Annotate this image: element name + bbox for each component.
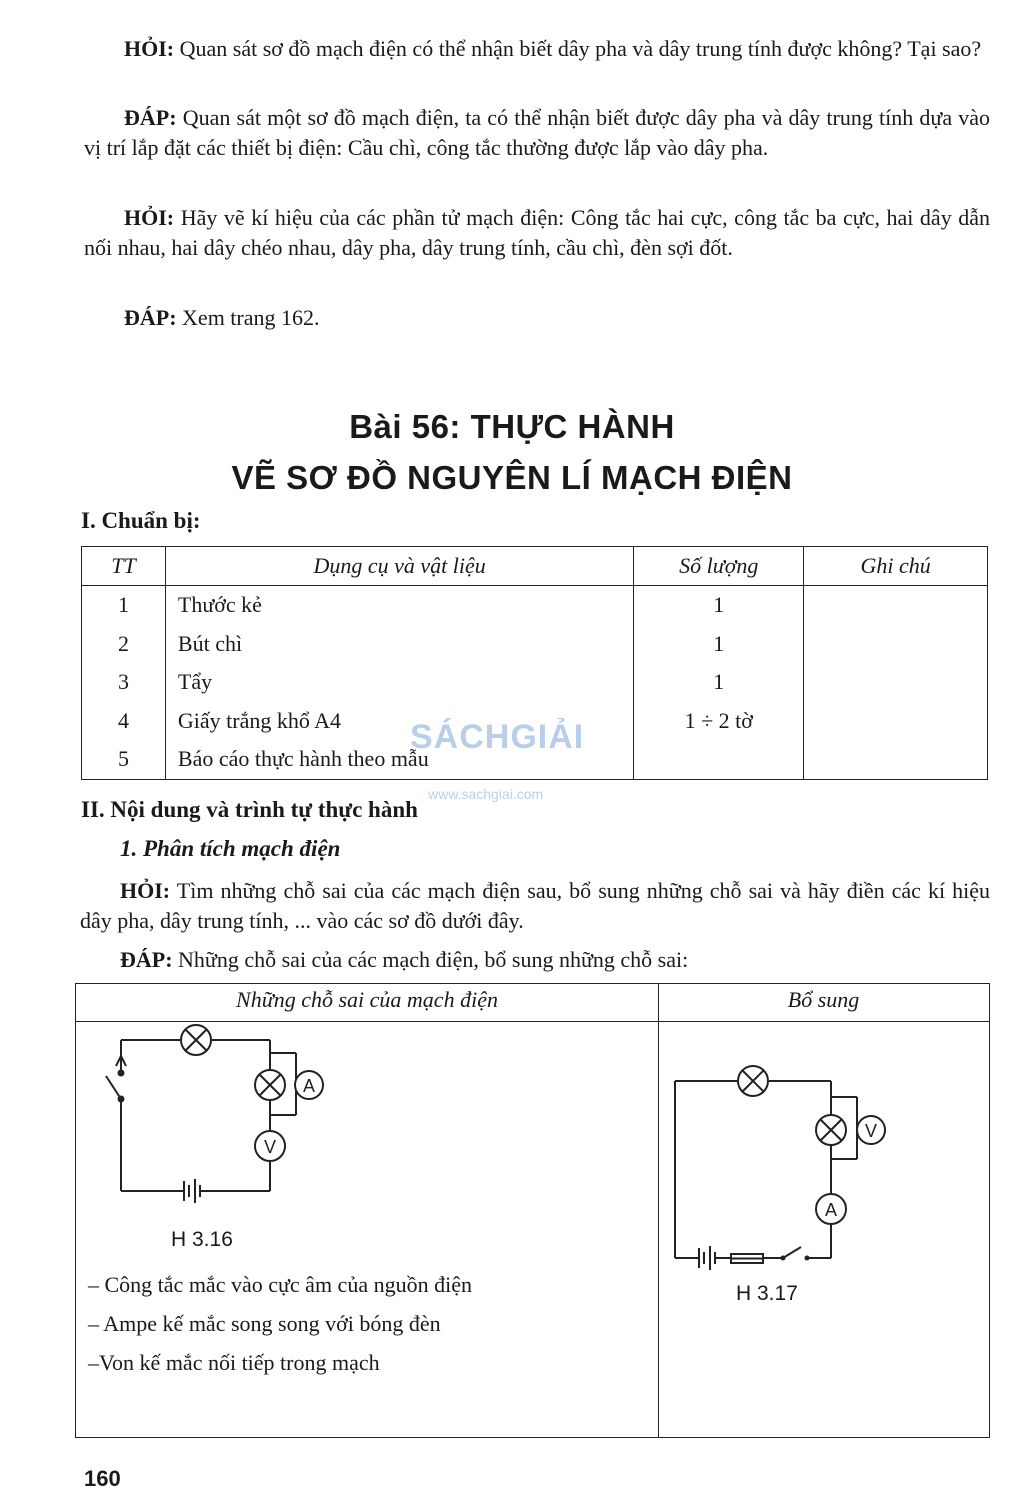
qa-text: Tìm những chỗ sai của các mạch điện sau, bổ sung những chỗ sai và hãy điền các kí hiệu dây pha, dây trung tính, ... vào các sơ đồ dưới đây. (80, 878, 990, 933)
lamp-icon (255, 1070, 285, 1100)
cell-qty: 1 (634, 625, 804, 664)
voltmeter-icon (255, 1131, 285, 1161)
cell-tt: 5 (82, 740, 166, 779)
column-header-item: Dụng cụ và vật liệu (165, 547, 633, 586)
qa-text: Xem trang 162. (182, 305, 320, 330)
table-row (82, 740, 988, 779)
circuit-diagram-h316 (76, 1021, 658, 1251)
figure-caption-h317: H 3.17 (736, 1282, 798, 1305)
cell-tt: 4 (82, 702, 166, 741)
lamp-icon (738, 1066, 768, 1096)
voltmeter-label: V (864, 1121, 878, 1141)
qa-text: Hãy vẽ kí hiệu của các phần tử mạch điện: Công tắc hai cực, công tắc ba cực, hai dây dẫn nối nhau, hai dây chéo nhau, dây pha, dây trung tính, cầu chì, đèn sợi đốt. (84, 205, 991, 260)
qa-question-1 (84, 34, 990, 64)
cell-tt: 1 (82, 586, 166, 625)
cell-qty (634, 740, 804, 779)
cell-note (804, 740, 988, 779)
ammeter-icon (295, 1071, 323, 1099)
table-row (82, 663, 988, 702)
cell-note (804, 663, 988, 702)
column-header-note: Ghi chú (804, 547, 988, 586)
cell-item: Giấy trắng khổ A4 (165, 702, 633, 741)
cell-item: Tẩy (165, 663, 633, 702)
column-header-fix: Bổ sung (658, 984, 989, 1022)
table-row (82, 586, 988, 625)
lesson-title-line-2: VẼ SƠ ĐỒ NGUYÊN LÍ MẠCH ĐIỆN (231, 459, 793, 496)
section-2-answer (80, 945, 990, 975)
page-number: 160 (84, 1466, 121, 1491)
ammeter-icon (816, 1194, 846, 1224)
cell-qty: 1 (634, 586, 804, 625)
qa-label: ĐÁP: (124, 305, 177, 330)
ammeter-label: A (302, 1076, 316, 1096)
lamp-icon (816, 1115, 846, 1145)
circuit-diagram-h317 (659, 1021, 989, 1271)
voltmeter-label: V (263, 1137, 277, 1157)
tools-table (81, 546, 988, 780)
voltmeter-icon (857, 1116, 885, 1144)
fault-table (75, 983, 990, 1438)
qa-label: ĐÁP: (124, 105, 177, 130)
qa-question-2 (84, 203, 990, 263)
qa-text: Quan sát một sơ đồ mạch điện, ta có thể nhận biết được dây pha và dây trung tính dựa vào vị trí lắp đặt các thiết bị điện: Cầu chì, công tắc thường được lắp vào dây pha. (84, 105, 990, 160)
cell-item: Thước kẻ (165, 586, 633, 625)
cell-note (804, 586, 988, 625)
section-2-heading: II. Nội dung và trình tự thực hành (81, 797, 418, 822)
qa-answer-2 (84, 303, 990, 333)
fault-item: – Công tắc mắc vào cực âm của nguồn điện (88, 1272, 472, 1297)
qa-text: Quan sát sơ đồ mạch điện có thể nhận biết dây pha và dây trung tính được không? Tại sao? (179, 36, 982, 61)
cell-qty: 1 (634, 663, 804, 702)
table-header-row (82, 547, 988, 586)
cell-item: Bút chì (165, 625, 633, 664)
subsection-heading: 1. Phân tích mạch điện (120, 836, 341, 861)
cell-tt: 3 (82, 663, 166, 702)
fault-item: –Von kế mắc nối tiếp trong mạch (88, 1350, 380, 1375)
qa-label: HỎI: (124, 36, 175, 61)
section-1-heading: I. Chuẩn bị: (81, 508, 201, 533)
cell-item: Báo cáo thực hành theo mẫu (165, 740, 633, 779)
cell-note (804, 625, 988, 664)
qa-label: ĐÁP: (120, 947, 173, 972)
qa-label: HỎI: (120, 878, 171, 903)
column-header-tt: TT (82, 547, 166, 586)
fault-item: – Ampe kế mắc song song với bóng đèn (88, 1311, 441, 1336)
qa-text: Những chỗ sai của các mạch điện, bổ sung những chỗ sai: (178, 947, 689, 972)
lamp-icon (181, 1025, 211, 1055)
lesson-title-line-1: Bài 56: THỰC HÀNH (349, 408, 675, 445)
qa-label: HỎI: (124, 205, 175, 230)
watermark-url: www.sachgiai.com (428, 786, 544, 802)
watermark-brand: SÁCHGIẢI (410, 718, 585, 756)
qa-answer-1 (84, 103, 990, 163)
column-header-qty: Số lượng (634, 547, 804, 586)
ammeter-label: A (824, 1200, 838, 1220)
cell-note (804, 702, 988, 741)
cell-tt: 2 (82, 625, 166, 664)
column-header-faults: Những chỗ sai của mạch điện (76, 984, 658, 1022)
table-row (82, 702, 988, 741)
figure-caption-h316: H 3.16 (171, 1228, 233, 1251)
cell-qty: 1 ÷ 2 tờ (634, 702, 804, 741)
table-row (82, 625, 988, 664)
section-2-question (80, 876, 990, 936)
